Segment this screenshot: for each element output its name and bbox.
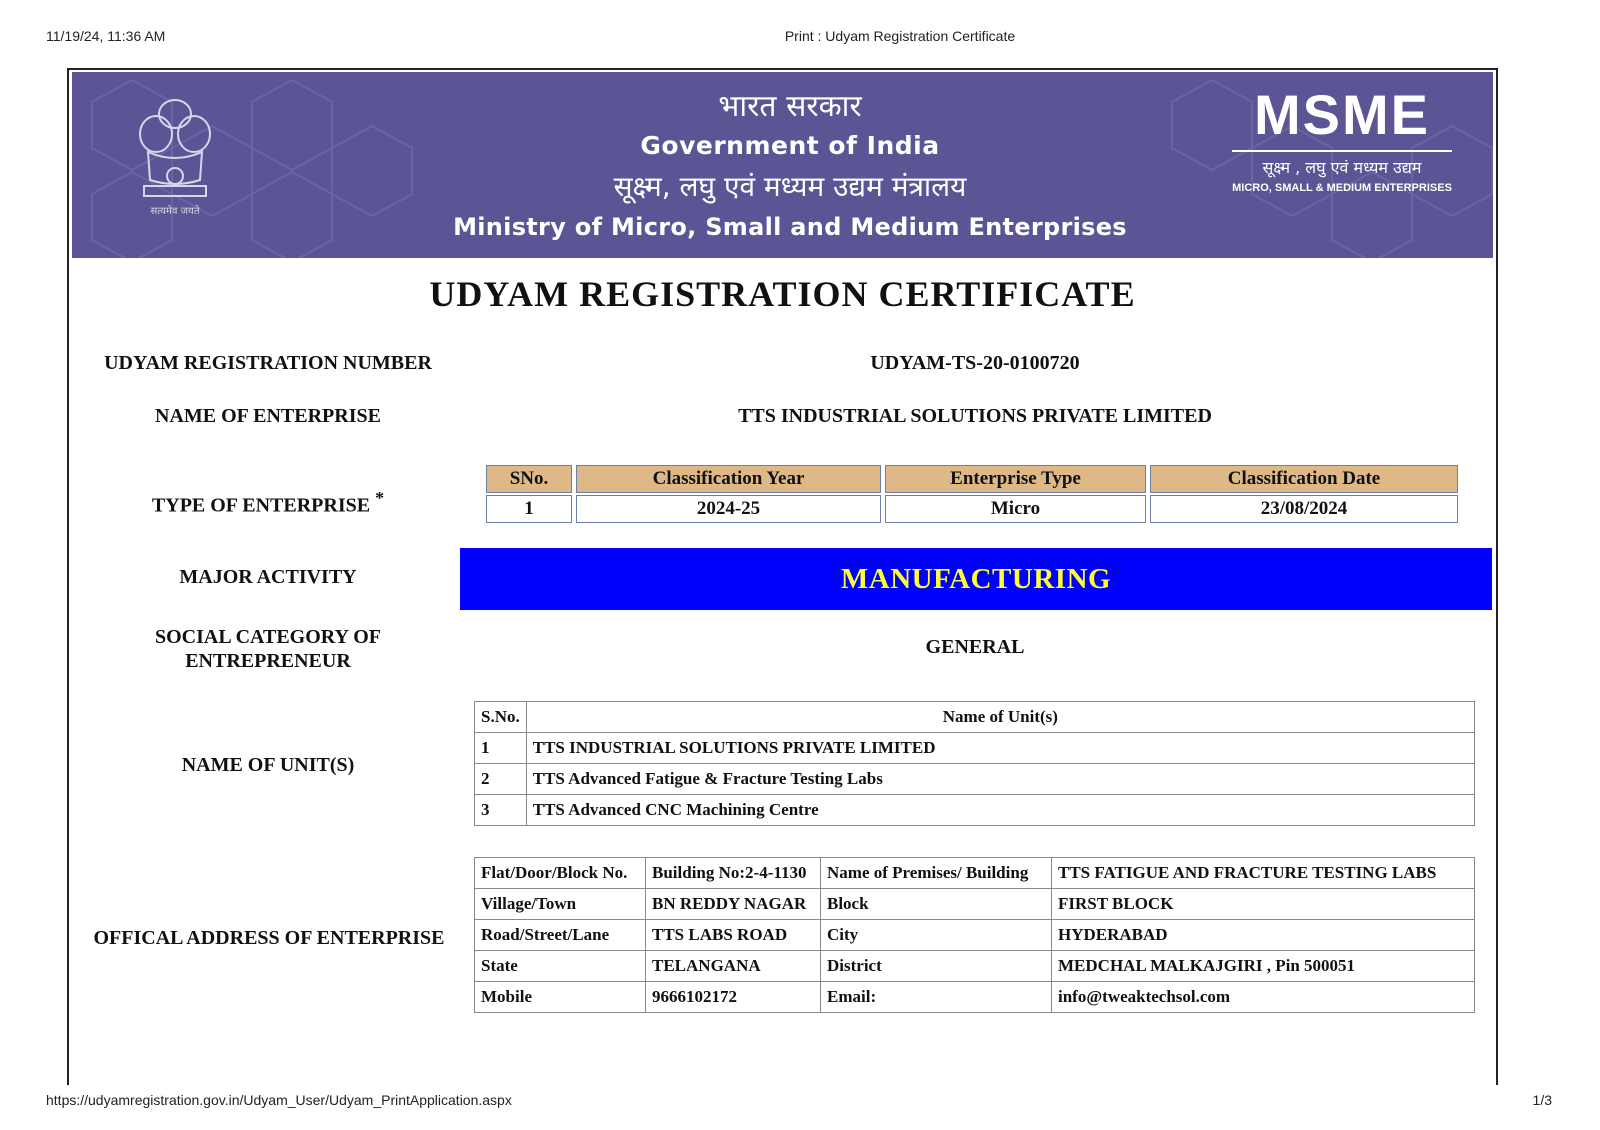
major-activity-value: MANUFACTURING [460,548,1492,610]
table-row [475,889,1475,920]
cell-enterprise-type: Micro [885,495,1146,523]
unit-sno: 2 [475,764,527,795]
address-field-value: TTS FATIGUE AND FRACTURE TESTING LABS [1052,858,1475,889]
address-field-label: State [475,951,646,982]
classification-header-row [486,465,1458,493]
emblem-motto: सत्यमेव जयते [150,206,200,217]
table-row [475,733,1475,764]
cell-classification-date: 23/08/2024 [1150,495,1458,523]
address-table [474,857,1475,1013]
address-field-value: MEDCHAL MALKAJGIRI , Pin 500051 [1052,951,1475,982]
hindi-government-title: भारत सरकार [718,89,862,124]
table-row [475,764,1475,795]
print-url: https://udyamregistration.gov.in/Udyam_User/Udyam_PrintApplication.aspx [46,1092,512,1108]
enterprise-type-label [88,488,448,518]
msme-logo-english: MICRO, SMALL & MEDIUM ENTERPRISES [1232,182,1452,194]
social-category-label-line1: SOCIAL CATEGORY OF [155,626,381,648]
units-header-sno: S.No. [475,702,527,733]
page-number: 1/3 [1532,1092,1552,1108]
address-field-label: Block [821,889,1052,920]
enterprise-name: TTS INDUSTRIAL SOLUTIONS PRIVATE LIMITED [738,405,1212,427]
address-label: OFFICAL ADDRESS OF ENTERPRISE [93,927,445,949]
banner-text [420,88,1160,246]
address-field-label: Mobile [475,982,646,1013]
address-field-value: BN REDDY NAGAR [646,889,821,920]
units-header-name: Name of Unit(s) [526,702,1474,733]
unit-name: TTS Advanced Fatigue & Fracture Testing Labs [526,764,1474,795]
table-row [486,495,1458,523]
address-field-label: Flat/Door/Block No. [475,858,646,889]
address-field-value: Building No:2-4-1130 [646,858,821,889]
header-classification-year: Classification Year [576,465,881,493]
certificate-title: UDYAM REGISTRATION CERTIFICATE [429,274,1136,314]
registration-number: UDYAM-TS-20-0100720 [870,352,1080,374]
unit-name: TTS INDUSTRIAL SOLUTIONS PRIVATE LIMITED [526,733,1474,764]
units-header-row [475,702,1475,733]
unit-sno: 1 [475,733,527,764]
cell-sno: 1 [486,495,572,523]
classification-table [482,463,1462,525]
print-datetime: 11/19/24, 11:36 AM [46,28,166,44]
msme-logo-hindi: सूक्ष्म , लघु एवं मध्यम उद्यम [1232,150,1452,178]
address-field-label: Road/Street/Lane [475,920,646,951]
units-label: NAME OF UNIT(S) [181,754,355,776]
address-field-label: District [821,951,1052,982]
registration-number-label: UDYAM REGISTRATION NUMBER [104,352,432,374]
social-category-value: GENERAL [925,636,1025,658]
hindi-ministry-title: सूक्ष्म, लघु एवं मध्यम उद्यम मंत्रालय [613,170,967,203]
table-row [475,982,1475,1013]
address-field-label: Email: [821,982,1052,1013]
government-title: Government of India [640,131,940,160]
address-field-value: HYDERABAD [1052,920,1475,951]
email-value: info@tweaktechsol.com [1052,982,1475,1013]
ministry-title: Ministry of Micro, Small and Medium Enterprises [453,213,1127,241]
msme-logo-word: MSME [1254,83,1430,146]
enterprise-type-label-text: TYPE OF ENTERPRISE [151,494,371,517]
required-star: * [375,488,385,508]
social-category-label [88,625,448,673]
social-category-label-line2: ENTREPRENEUR [185,650,351,672]
address-field-label: City [821,920,1052,951]
table-row [475,795,1475,826]
units-table [474,701,1475,826]
national-emblem-icon [130,92,220,222]
header-sno: SNo. [486,465,572,493]
header-classification-date: Classification Date [1150,465,1458,493]
unit-name: TTS Advanced CNC Machining Centre [526,795,1474,826]
address-field-value: TELANGANA [646,951,821,982]
address-field-value: TTS LABS ROAD [646,920,821,951]
header-enterprise-type: Enterprise Type [885,465,1146,493]
address-field-value: FIRST BLOCK [1052,889,1475,920]
table-row [475,858,1475,889]
table-row [475,920,1475,951]
msme-logo [1232,83,1452,194]
print-page-title: Print : Udyam Registration Certificate [784,28,1016,44]
enterprise-name-label: NAME OF ENTERPRISE [155,405,381,427]
cell-classification-year: 2024-25 [576,495,881,523]
unit-sno: 3 [475,795,527,826]
major-activity-label: MAJOR ACTIVITY [179,566,357,588]
table-row [475,951,1475,982]
address-field-label: Village/Town [475,889,646,920]
address-field-label: Name of Premises/ Building [821,858,1052,889]
address-field-value: 9666102172 [646,982,821,1013]
